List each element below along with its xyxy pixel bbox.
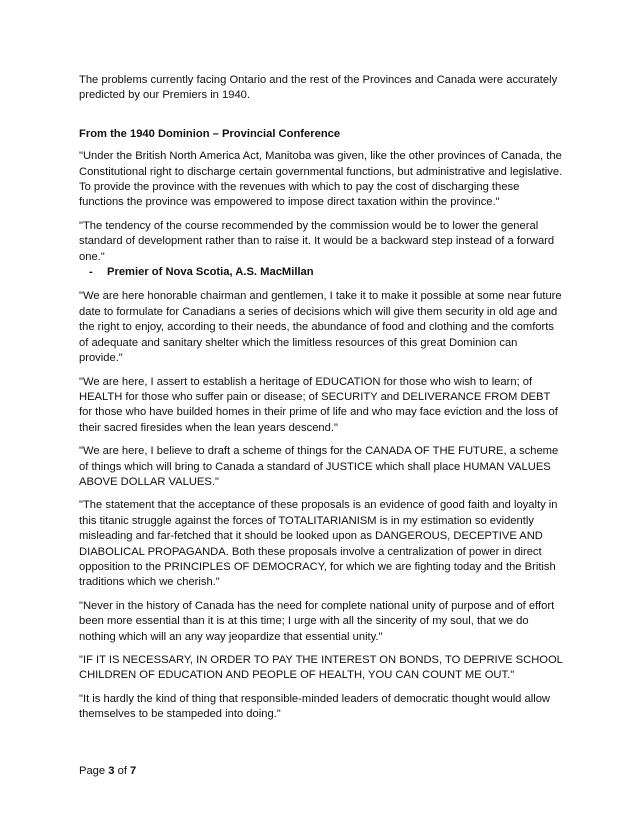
quote-paragraph-1: "Under the British North America Act, Manitoba was given, like the other provinces of Canada, the Constitutional right to discharge certain governmental functions, but administrative and legislative. To provide the province with the revenues with which to pay the cost of discharging these functions the province was empowered to impose direct taxation within the province." [79, 150, 563, 209]
footer-page-word: Page [79, 765, 106, 777]
quote-paragraph-6: "The statement that the acceptance of these proposals is an evidence of good faith and loyalty in this titanic struggle against the forces of TOTALITARIANISM is in my estimation so evidently misleading and far-fetched that it should be looked upon as DANGEROUS, DECEPTIVE AND DIABOLICAL PROPAGANDA. Both these proposals involve a centralization of power in direct opposition to the PRINCIPLES OF DEMOCRACY, for which we are fighting today and the British traditions which we cherish." [79, 499, 558, 589]
quote-paragraph-9: "It is hardly the kind of thing that responsible-minded leaders of democratic thought would allow themselves to be stampeded into doing." [79, 692, 551, 721]
intro-paragraph: The problems currently facing Ontario and the rest of the Provinces and Canada were accurately predicted by our Premiers in 1940. [79, 74, 558, 102]
quote-paragraph-2: "The tendency of the course recommended by the commission would be to lower the general standard of development rather than to raise it. It would be a backward step instead of a forward one." [79, 219, 555, 263]
quote-paragraph-5: "We are here, I believe to draft a scheme of things for the CANADA OF THE FUTURE, a scheme of things which will bring to Canada a standard of JUSTICE which shall place HUMAN VALUES ABOVE DOLLAR VALUES." [79, 445, 559, 488]
quote-paragraph-7: "Never in the history of Canada has the need for complete national unity of purpose and of effort been more essential than it is at this time; I urge with all the sincerity of my soul, that we do nothing which will an any way jeopardize that essential unity." [79, 599, 555, 643]
attribution-text: Premier of Nova Scotia, A.S. MacMillan [107, 266, 314, 279]
footer-total-pages: 7 [130, 765, 137, 777]
footer-current-page: 3 [108, 765, 115, 777]
attribution-dash: - [89, 266, 93, 279]
quote-attribution [89, 265, 563, 280]
document-body [79, 73, 563, 731]
page-footer [79, 764, 136, 779]
footer-of-word: of [117, 765, 127, 777]
quote-paragraph-8: "IF IT IS NECESSARY, IN ORDER TO PAY THE INTEREST ON BONDS, TO DEPRIVE SCHOOL CHILDREN OF EDUCATION AND PEOPLE OF HEALTH, YOU CAN COUNT ME OUT." [79, 654, 563, 682]
quote-paragraph-3: "We are here honorable chairman and gentlemen, I take it to make it possible at some near future date to formulate for Canadians a series of decisions which will give them security in old age and the right to enjoy, according to their needs, the abundance of food and clothing and the comforts of adequate and sanitary shelter which the limitless resources of this great Dominion can provide." [79, 290, 562, 365]
quote-paragraph-4: "We are here, I assert to establish a heritage of EDUCATION for those who wish to learn; of HEALTH for those who suffer pain or disease; of SECURITY and DELIVERANCE FROM DEBT for those who have builded homes in their prime of life and who may face eviction and the loss of their sacred firesides when the lean years descend." [79, 375, 558, 434]
section-heading: From the 1940 Dominion – Provincial Conference [79, 127, 341, 140]
